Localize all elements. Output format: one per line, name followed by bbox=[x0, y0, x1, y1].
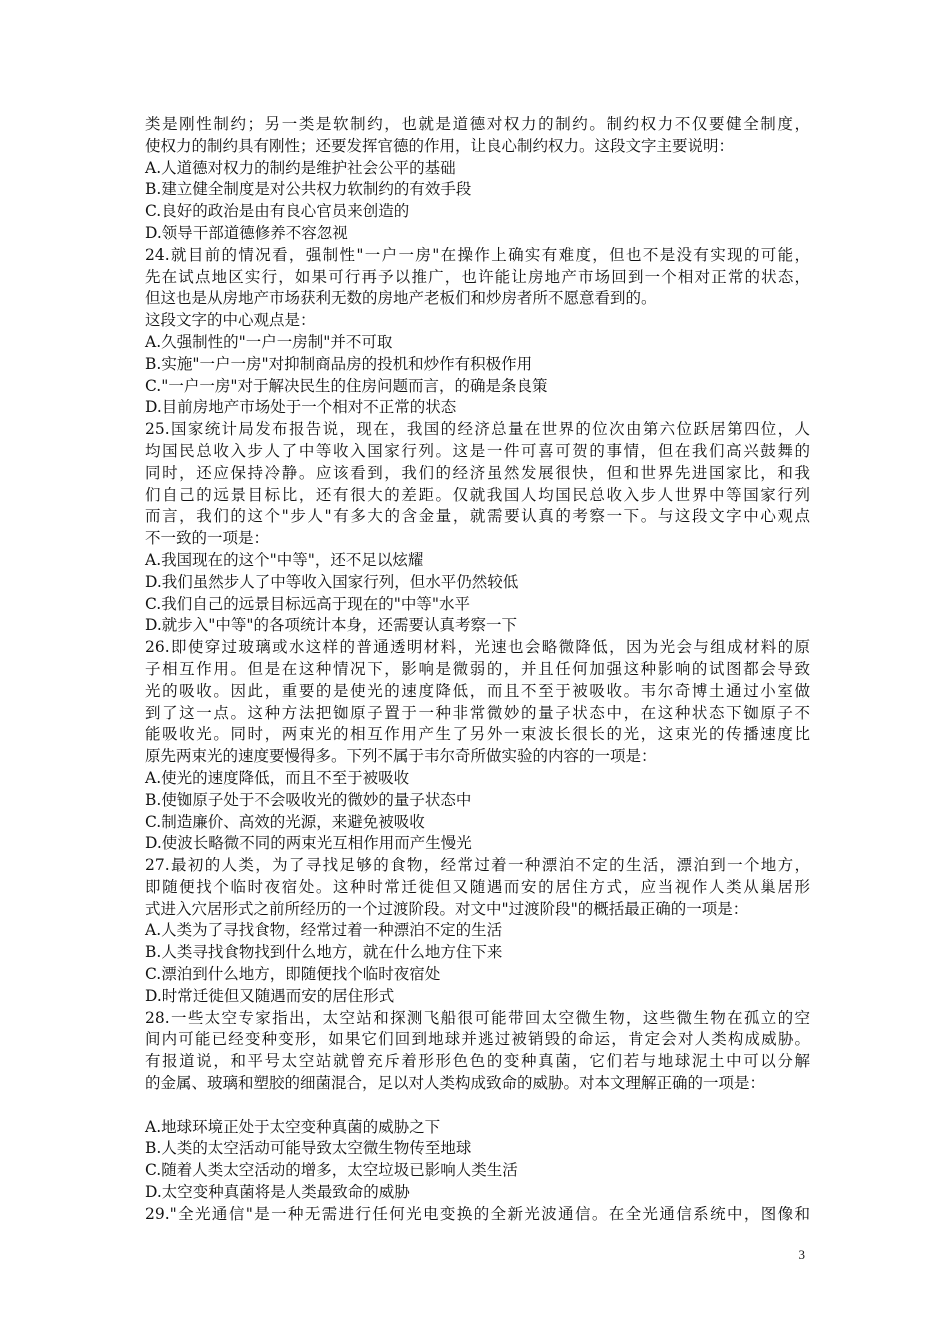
text-line: C.制造廉价、高效的光源，来避免被吸收 bbox=[145, 812, 425, 831]
page-number: 3 bbox=[798, 1247, 805, 1262]
text-line: 光的吸收。因此，重要的是使光的速度降低，而且不至于被吸收。韦尔奇博土通过小室做 bbox=[145, 681, 810, 700]
text-line: A.人道德对权力的制约是维护社会公平的基础 bbox=[145, 158, 456, 177]
text-line: 同时，还应保持冷静。应该看到，我们的经济虽然发展很快，但和世界先进国家比，和我 bbox=[145, 463, 810, 482]
text-line: B.人类的太空活动可能导致太空微生物传至地球 bbox=[145, 1139, 472, 1158]
text-line: C.漂泊到什么地方，即随便找个临时夜宿处 bbox=[145, 965, 441, 984]
text-line: 而言，我们的这个"步人"有多大的含金量，就需要认真的考察一下。与这段文字中心观点 bbox=[145, 507, 810, 526]
document-body bbox=[145, 114, 810, 1226]
text-line: 们自己的远景目标比，还有很大的差距。仅就我国人均国民总收入步人世界中等国家行列 bbox=[145, 485, 810, 504]
text-line: 使权力的制约具有刚性；还要发挥官德的作用，让良心制约权力。这段文字主要说明： bbox=[145, 136, 735, 155]
text-line: D.目前房地产市场处于一个相对不正常的状态 bbox=[145, 398, 457, 417]
text-line: A.地球环境正处于太空变种真菌的威胁之下 bbox=[145, 1117, 441, 1136]
text-line: 的金属、玻璃和塑胶的细菌混合，足以对人类构成致命的威胁。对本文理解正确的一项是： bbox=[145, 1074, 766, 1093]
text-line: A.久强制性的"一户一房制"并不可取 bbox=[145, 332, 393, 351]
text-line: 24.就目前的情况看，强制性"一户一房"在操作上确实有难度，但也不是没有实现的可能， bbox=[145, 245, 810, 264]
text-line: 先在试点地区实行，如果可行再予以推广，也许能让房地产市场回到一个相对正常的状态， bbox=[145, 267, 810, 286]
text-line: A.使光的速度降低，而且不至于被吸收 bbox=[145, 768, 410, 787]
text-line: B.人类寻找食物找到什么地方，就在什么地方住下来 bbox=[145, 943, 503, 962]
text-line: C.随着人类太空活动的增多，太空垃圾已影响人类生活 bbox=[145, 1161, 518, 1180]
text-line: 子相互作用。但是在这种情况下，影响是微弱的，并且任何加强这种影响的试图都会导致 bbox=[145, 659, 810, 678]
text-line: 能吸收光。同时，两束光的相互作用产生了另外一束波长很长的光，这束光的传播速度比 bbox=[145, 725, 810, 744]
text-line: C."一户一房"对于解决民生的住房问题而言，的确是条良策 bbox=[145, 376, 548, 395]
text-line: 不一致的一项是： bbox=[145, 529, 270, 548]
text-line: 即随便找个临时夜宿处。这种时常迁徙但又随遇而安的居住方式，应当视作人类从巢居形 bbox=[145, 877, 810, 896]
text-line: 原先两束光的速度要慢得多。下列不属于韦尔奇所做实验的内容的一项是： bbox=[145, 747, 657, 766]
text-line bbox=[145, 1095, 810, 1117]
text-line: D.领导干部道德修养不容忽视 bbox=[145, 223, 348, 242]
text-line: 到了这一点。这种方法把铷原子置于一种非常微妙的量子状态中，在这种状态下铷原子不 bbox=[145, 703, 810, 722]
text-line: A.人类为了寻找食物，经常过着一种漂泊不定的生活 bbox=[145, 921, 503, 940]
text-line: D.时常迁徙但又随遇而安的居住形式 bbox=[145, 986, 395, 1005]
text-line: D.使波长略微不同的两束光互相作用而产生慢光 bbox=[145, 834, 472, 853]
text-line: C.良好的政治是由有良心官员来创造的 bbox=[145, 202, 410, 221]
text-line: 但这也是从房地产市场获利无数的房地产老板们和炒房者所不愿意看到的。 bbox=[145, 289, 657, 308]
text-line: B.使铷原子处于不会吸收光的微妙的量子状态中 bbox=[145, 790, 472, 809]
text-line: 27.最初的人类，为了寻找足够的食物，经常过着一种漂泊不定的生活，漂泊到一个地方， bbox=[145, 856, 810, 875]
text-line: 26.即使穿过玻璃或水这样的普通透明材料，光速也会略微降低，因为光会与组成材料的原 bbox=[145, 638, 810, 657]
text-line: 类是刚性制约；另一类是软制约，也就是道德对权力的制约。制约权力不仅要健全制度， bbox=[145, 115, 810, 133]
text-line: D.太空变种真菌将是人类最致命的威胁 bbox=[145, 1183, 410, 1202]
text-line: 29."全光通信"是一种无需进行任何光电变换的全新光波通信。在全光通信系统中，图像和 bbox=[145, 1204, 810, 1223]
text-line: 间内可能已经变种变形，如果它们回到地球并逃过被销毁的命运，肯定会对人类构成威胁。 bbox=[145, 1030, 810, 1049]
text-line: 均国民总收入步人了中等收入国家行列。这是一件可喜可贺的事情，但在我们高兴鼓舞的 bbox=[145, 441, 810, 460]
text-line: D.我们虽然步人了中等收入国家行列，但水平仍然较低 bbox=[145, 572, 519, 591]
text-line: 这段文字的中心观点是： bbox=[145, 311, 316, 330]
text-line: 有报道说，和平号太空站就曾充斥着形形色色的变种真菌，它们若与地球泥土中可以分解 bbox=[145, 1052, 810, 1071]
text-line: 28.一些太空专家指出，太空站和探测飞船很可能带回太空微生物，这些微生物在孤立的空 bbox=[145, 1008, 810, 1027]
text-line: 25.国家统计局发布报告说，现在，我国的经济总量在世界的位次由第六位跃居第四位，人 bbox=[145, 420, 810, 439]
text-line: B.实施"一户一房"对抑制商品房的投机和炒作有积极作用 bbox=[145, 354, 533, 373]
text-line: 式进入穴居形式之前所经历的一个过渡阶段。对文中"过渡阶段"的概括最正确的一项是： bbox=[145, 899, 749, 918]
text-line: B.建立健全制度是对公共权力软制约的有效手段 bbox=[145, 180, 472, 199]
text-line: A.我国现在的这个"中等"，还不足以炫耀 bbox=[145, 550, 424, 569]
text-line: D.就步入"中等"的各项统计本身，还需要认真考察一下 bbox=[145, 616, 518, 635]
text-line: C.我们自己的远景目标远高于现在的"中等"水平 bbox=[145, 594, 470, 613]
